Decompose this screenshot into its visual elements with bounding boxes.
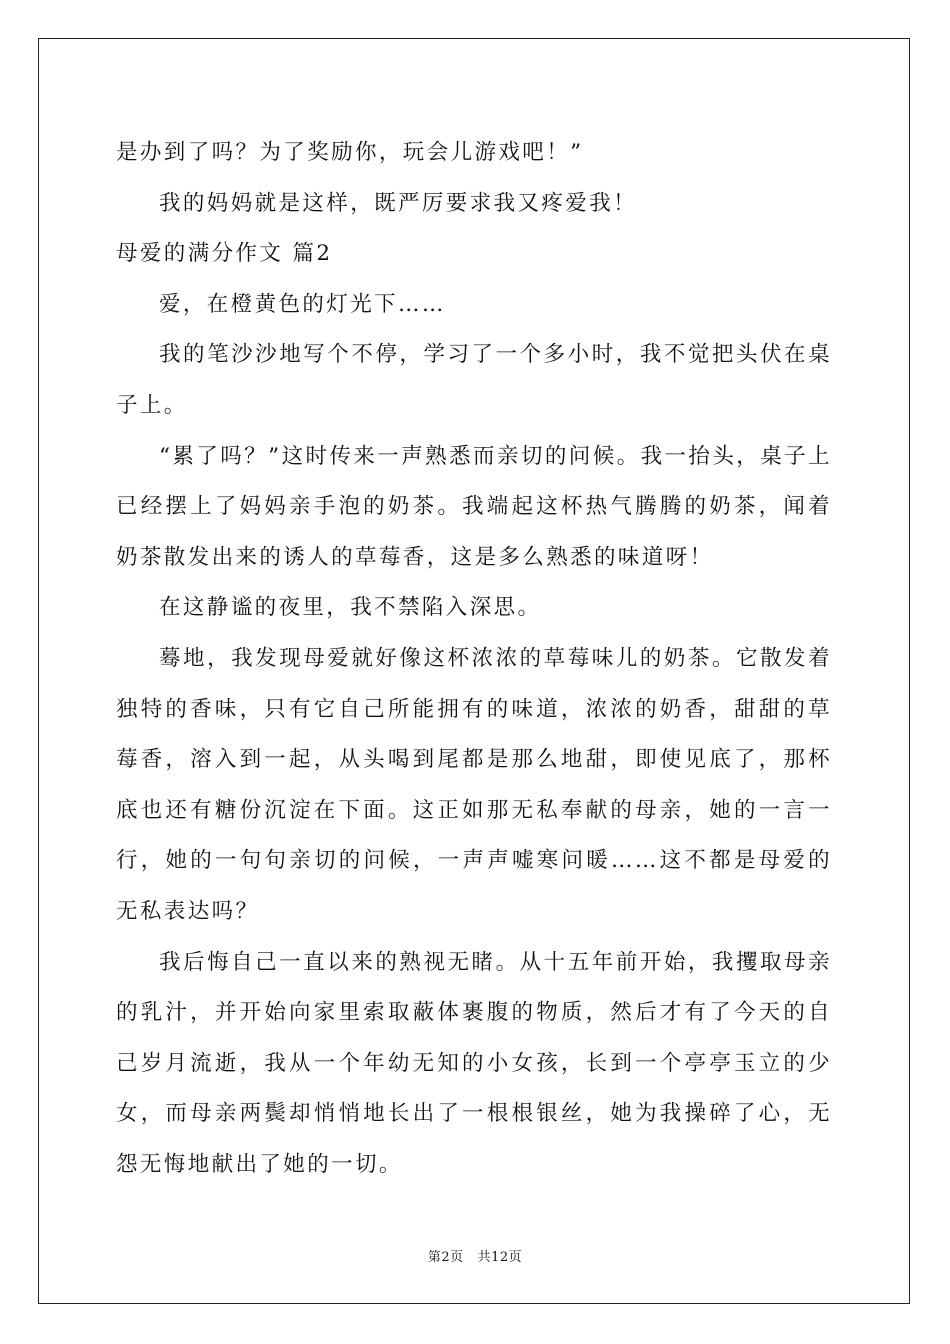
paragraph: 在这静谧的夜里，我不禁陷入深思。 [159, 595, 542, 621]
page-total: 共12页 [477, 1250, 523, 1265]
paragraph: “累了吗？”这时传来一声熟悉而亲切的问候。我一抬头，桌子上已经摆上了妈妈亲手泡的奶茶。我端起这杯热气腾腾的奶茶，闻着奶茶散发出来的诱人的草莓香，这是多么熟悉的味道呀！ [116, 443, 832, 570]
paragraph: 我的妈妈就是这样，既严厉要求我又疼爱我！ [159, 190, 638, 216]
paragraph: 我的笔沙沙地写个不停，学习了一个多小时，我不觉把头伏在桌子上。 [116, 342, 832, 418]
section-heading: 母爱的满分作文 篇2 [116, 241, 333, 267]
paragraph: 蓦地，我发现母爱就好像这杯浓浓的草莓味儿的奶茶。它散发着独特的香味，只有它自己所能拥有的味道，浓浓的奶香，甜甜的草莓香，溶入到一起，从头喝到尾都是那么地甜，即使见底了，那杯底也还有糖份沉淀在下面。这正如那无私奉献的母亲，她的一言一行，她的一句句亲切的问候，一声声嘘寒问暖……这不都是母爱的无私表达吗？ [116, 645, 832, 924]
paragraph-continuation: 是办到了吗？为了奖励你，玩会儿游戏吧！” [116, 140, 584, 165]
page-footer [0, 1246, 950, 1265]
paragraph: 我后悔自己一直以来的熟视无睹。从十五年前开始，我攫取母亲的乳汁，并开始向家里索取蔽体裹腹的物质，然后才有了今天的自己岁月流逝，我从一个年幼无知的小女孩，长到一个亭亭玉立的少女，而母亲两鬓却悄悄地长出了一根根银丝，她为我操碎了心，无怨无悔地献出了她的一切。 [116, 949, 832, 1177]
paragraph: 爱，在橙黄色的灯光下…… [159, 291, 446, 317]
page-number: 第2页 [427, 1250, 464, 1265]
document-body [116, 128, 832, 1190]
